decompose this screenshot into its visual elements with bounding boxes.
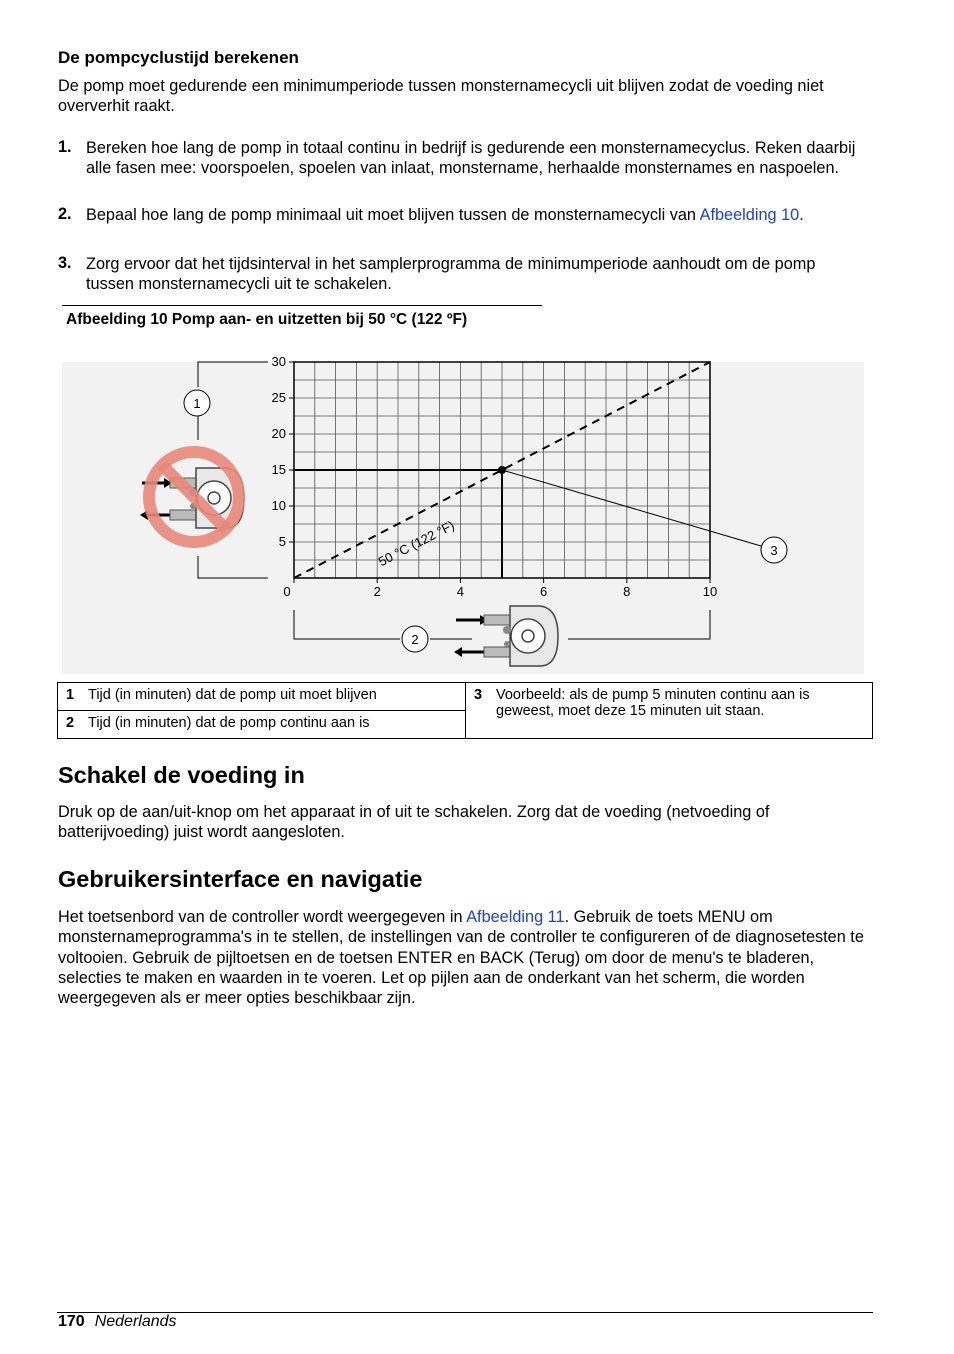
callout-1-label: 1 xyxy=(193,396,201,411)
page-footer xyxy=(58,1313,177,1331)
section-heading: De pompcyclustijd berekenen xyxy=(58,48,299,67)
callout-2-bracket-left xyxy=(294,610,400,639)
figure-11-link[interactable]: Afbeelding 11 xyxy=(466,908,565,926)
callout-3-leader xyxy=(502,470,761,546)
x-tick-label: 10 xyxy=(702,584,718,599)
page-number: 170 xyxy=(58,1313,85,1330)
y-tick-label: 30 xyxy=(271,354,286,369)
footer-rule xyxy=(57,1312,873,1313)
ui-paragraph: Het toetsenbord van de controller wordt weergegeven in Afbeelding 11. Gebruik de toets MENU om monsternameprogramma's in te stellen, de instellingen van de controller te configureren of de diagnosetesten te voltooien. Gebruik de pijltoetsen en de toetsen ENTER en BACK (Terug) om door de menu's te bladeren, selecties te maken en waarden in te voeren. Let op pijlen aan de onderkant van het scherm, die worden weergegeven als er meer opties beschikbaar zijn. xyxy=(58,908,864,1008)
power-heading: Schakel de voeding in xyxy=(58,762,305,788)
footer-language: Nederlands xyxy=(94,1313,177,1330)
x-tick-label: 8 xyxy=(623,584,631,599)
pump-on-icon xyxy=(454,606,558,666)
x-tick-label: 4 xyxy=(456,584,465,599)
figure-10-link[interactable]: Afbeelding 10 xyxy=(699,206,800,224)
y-tick-label: 5 xyxy=(278,534,286,549)
series-label: 50 °C (122 °F) xyxy=(375,517,457,570)
x-tick-label: 2 xyxy=(373,584,381,599)
callout-2-label: 2 xyxy=(411,632,419,647)
intro-paragraph: De pomp moet gedurende een minimumperiode tussen monsternamecycli uit blijven zodat de voeding niet oververhit raakt. xyxy=(58,77,824,116)
legend-item: 1 Tijd (in minuten) dat de pomp uit moet blijven xyxy=(58,683,466,711)
callout-1-bracket-top xyxy=(198,362,268,387)
ui-heading: Gebruikersinterface en navigatie xyxy=(58,866,423,892)
y-tick-label: 20 xyxy=(271,426,286,441)
callout-1-bracket-bottom xyxy=(198,556,268,578)
power-paragraph: Druk op de aan/uit-knop om het apparaat in of uit te schakelen. Zorg dat de voeding (netvoeding of batterijvoeding) juist wordt aangesloten. xyxy=(58,803,770,842)
callout-3-label: 3 xyxy=(770,543,778,558)
step-text: Zorg ervoor dat het tijdsinterval in het samplerprogramma de minimumperiode aanhoudt om de pomp tussen monsternamecycli uit te schakelen. xyxy=(86,255,816,294)
highlight-point xyxy=(498,466,506,474)
step-number: 1. xyxy=(58,138,72,156)
y-tick-label: 25 xyxy=(271,390,286,405)
figure-legend xyxy=(57,682,873,739)
step-number: 2. xyxy=(58,205,72,223)
x-tick-label: 6 xyxy=(539,584,548,599)
legend-item: 2 Tijd (in minuten) dat de pomp continu aan is xyxy=(58,711,466,739)
y-tick-label: 15 xyxy=(271,462,286,477)
step-text: Bereken hoe lang de pomp in totaal continu in bedrijf is gedurende een monsternamecyclus. Reken daarbij alle fasen mee: voorspoelen, spoelen van inlaat, monstername, herhaalde monsternames en naspoelen. xyxy=(86,139,856,178)
step-text: Bepaal hoe lang de pomp minimaal uit moet blijven tussen de monsternamecycli van Afbeelding 10. xyxy=(86,206,804,224)
callout-2-bracket-right xyxy=(568,610,710,639)
y-tick-label: 10 xyxy=(271,498,286,513)
figure-caption: Afbeelding 10 Pomp aan- en uitzetten bij 50 °C (122 ºF) xyxy=(66,311,468,328)
legend-item: 3 Voorbeeld: als de pump 5 minuten continu aan is geweest, moet deze 15 minuten uit staan. xyxy=(466,683,873,739)
step-number: 3. xyxy=(58,254,72,272)
x-tick-label: 0 xyxy=(283,584,291,599)
